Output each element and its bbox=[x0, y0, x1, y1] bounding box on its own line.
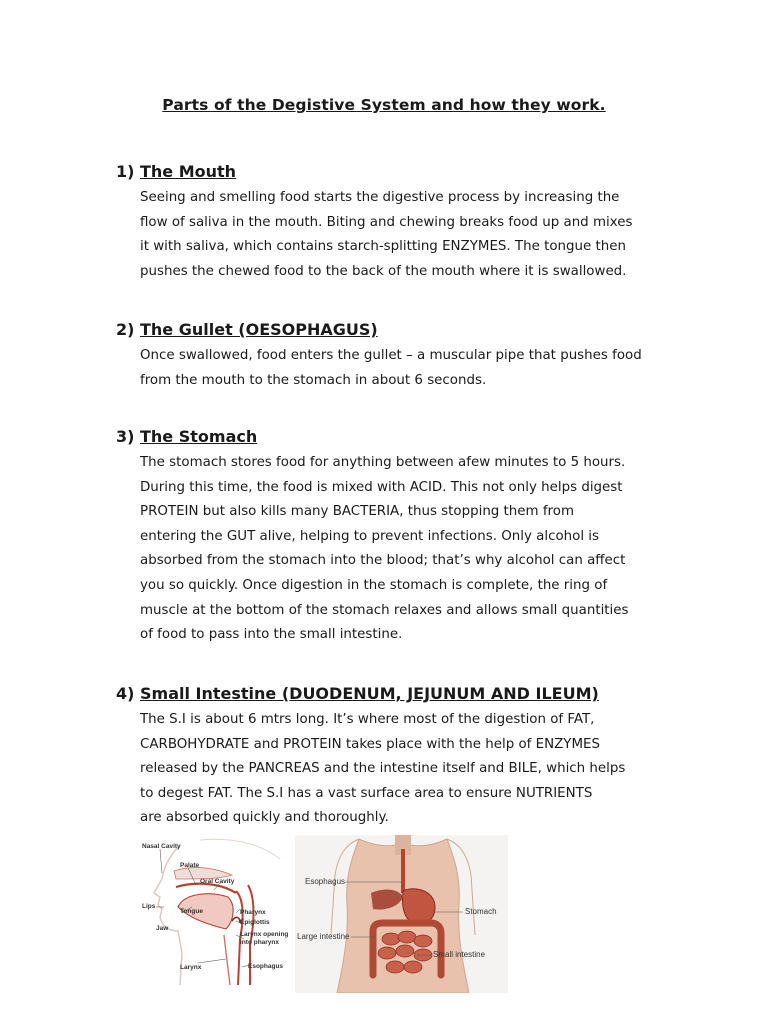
section-body bbox=[140, 344, 676, 393]
section-small-intestine bbox=[116, 682, 676, 831]
text-line: The S.I is about 6 mtrs long. It’s where most of the digestion of FAT, bbox=[140, 712, 595, 727]
text-line: to degest FAT. The S.I has a vast surface area to ensure NUTRIENTS bbox=[140, 785, 593, 801]
text-line: you so quickly. Once digestion in the stomach is complete, the ring of bbox=[140, 577, 608, 593]
label-palate: Palate bbox=[180, 862, 200, 869]
text-line: are absorbed quickly and thoroughly. bbox=[140, 810, 389, 826]
text-line: PROTEIN but also kills many BACTERIA, thus stopping them from bbox=[140, 504, 574, 520]
section-gullet bbox=[116, 318, 676, 393]
section-heading bbox=[116, 160, 676, 184]
section-number: 1) bbox=[116, 162, 135, 181]
text-line: Seeing and smelling food starts the digestive process by increasing the bbox=[140, 190, 620, 205]
section-body bbox=[140, 186, 676, 284]
text-line: Once swallowed, food enters the gullet – a muscular pipe that pushes food bbox=[140, 348, 642, 363]
label-torso-large-intestine: Large intestine bbox=[297, 932, 350, 941]
label-pharynx: Pharynx bbox=[240, 909, 266, 916]
text-line: The stomach stores food for anything between afew minutes to 5 hours. bbox=[140, 455, 626, 470]
label-epiglottis: Epiglottis bbox=[240, 919, 270, 926]
text-line: During this time, the food is mixed with ACID. This not only helps digest bbox=[140, 479, 623, 495]
label-larynx-opening: Larynx opening bbox=[240, 931, 289, 938]
section-number: 4) bbox=[116, 684, 135, 703]
label-torso-esophagus: Esophagus bbox=[305, 877, 346, 886]
label-torso-small-intestine: Small intestine bbox=[433, 950, 486, 959]
section-body bbox=[140, 451, 676, 648]
section-heading bbox=[116, 318, 676, 342]
section-number: 3) bbox=[116, 427, 135, 446]
label-nasal-cavity: Nasal Cavity bbox=[142, 843, 181, 850]
label-tongue: Tongue bbox=[180, 908, 203, 915]
label-torso-stomach: Stomach bbox=[465, 907, 497, 916]
section-number: 2) bbox=[116, 320, 135, 339]
label-lips: Lips bbox=[142, 903, 156, 910]
text-line: pushes the chewed food to the back of the mouth where it is swallowed. bbox=[140, 263, 627, 279]
label-esophagus: Esophagus bbox=[248, 963, 284, 970]
section-title: Small Intestine (DUODENUM, JEJUNUM AND ILEUM) bbox=[140, 684, 599, 703]
label-jaw: Jaw bbox=[156, 925, 169, 932]
text-line: from the mouth to the stomach in about 6 seconds. bbox=[140, 372, 487, 388]
label-into-pharynx: into pharynx bbox=[240, 939, 280, 946]
section-heading bbox=[116, 425, 676, 449]
text-line: entering the GUT alive, helping to prevent infections. Only alcohol is bbox=[140, 528, 599, 544]
document-title: Parts of the Degistive System and how they work. bbox=[162, 96, 606, 114]
text-line: of food to pass into the small intestine. bbox=[140, 627, 403, 643]
label-larynx: Larynx bbox=[180, 964, 202, 971]
text-line: muscle at the bottom of the stomach relaxes and allows small quantities bbox=[140, 602, 629, 618]
text-line: released by the PANCREAS and the intestine itself and BILE, which helps bbox=[140, 761, 626, 777]
text-line: flow of saliva in the mouth. Biting and chewing breaks food up and mixes bbox=[140, 214, 633, 230]
section-heading bbox=[116, 682, 676, 706]
section-title: The Mouth bbox=[140, 162, 237, 181]
label-oral-cavity: Oral Cavity bbox=[200, 878, 235, 885]
section-mouth bbox=[116, 160, 676, 284]
section-stomach bbox=[116, 425, 676, 648]
torso-diagram-image bbox=[295, 835, 508, 993]
section-title: The Gullet (OESOPHAGUS) bbox=[140, 320, 378, 339]
text-line: absorbed from the stomach into the blood; that’s why alcohol can affect bbox=[140, 553, 626, 569]
mouth-diagram-image bbox=[140, 835, 295, 993]
text-line: it with saliva, which contains starch-splitting ENZYMES. The tongue then bbox=[140, 239, 626, 255]
section-body bbox=[140, 708, 676, 831]
section-title: The Stomach bbox=[140, 427, 258, 446]
text-line: CARBOHYDRATE and PROTEIN takes place with the help of ENZYMES bbox=[140, 736, 600, 752]
